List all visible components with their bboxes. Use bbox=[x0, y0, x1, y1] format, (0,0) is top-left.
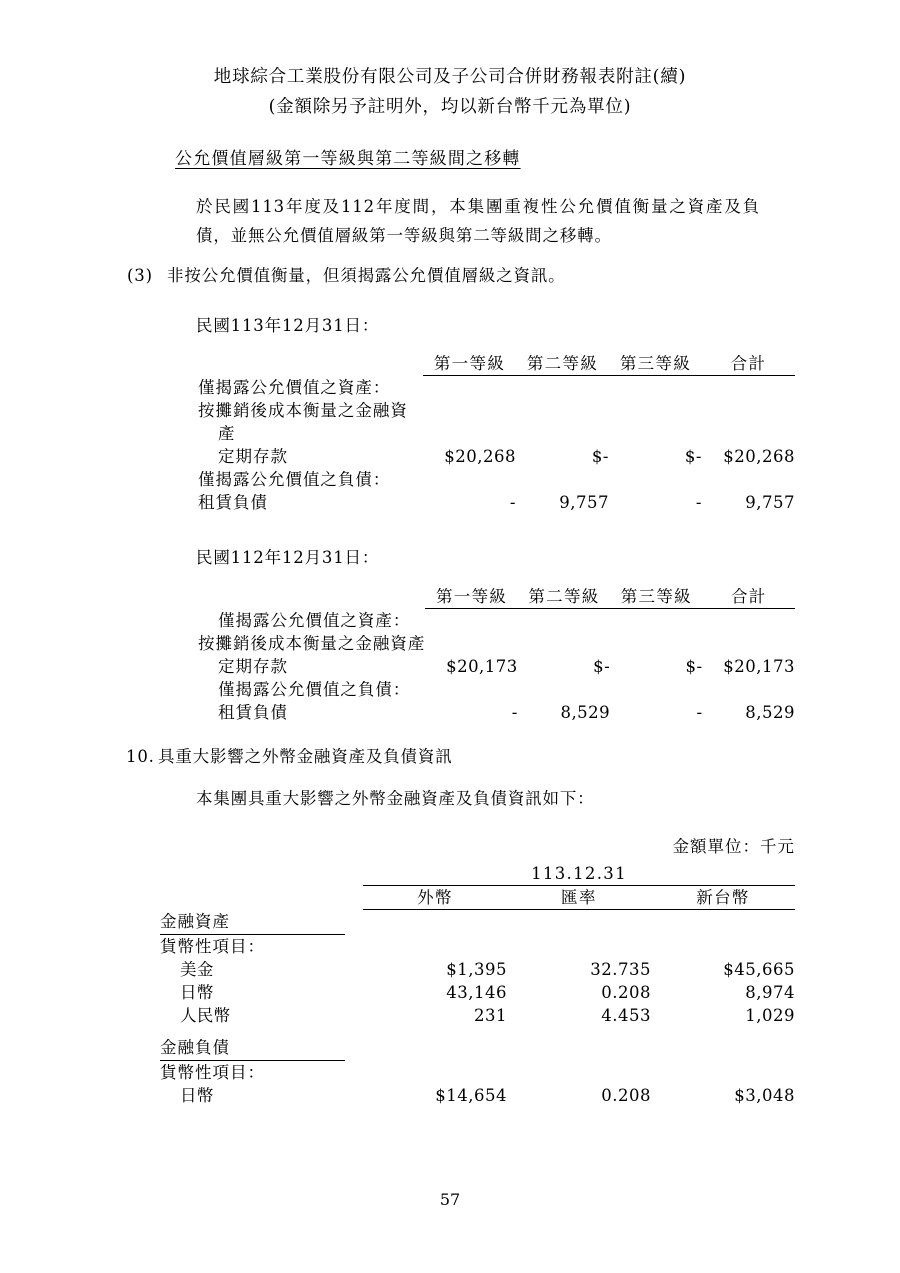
table3-group0-subheading: 貨幣性項目： bbox=[160, 937, 265, 956]
table1-row0-v3 bbox=[702, 376, 795, 399]
table-row bbox=[198, 609, 795, 632]
table3-g0-row0-v1: 32.735 bbox=[590, 960, 651, 979]
table2-row1-v1 bbox=[518, 632, 610, 655]
table3-header-row bbox=[160, 886, 795, 909]
table1-row2-v2 bbox=[609, 422, 702, 445]
table1-col-level3: 第三等級 bbox=[619, 354, 692, 373]
page-number: 57 bbox=[439, 1190, 461, 1209]
table1-corner bbox=[198, 352, 423, 375]
table1-col-total: 合計 bbox=[730, 354, 767, 373]
table2-row4-v2: - bbox=[696, 703, 703, 722]
table2-corner bbox=[198, 585, 425, 608]
table-row bbox=[198, 376, 795, 399]
table3-group0-heading-v2 bbox=[651, 910, 795, 935]
table1-date-label: 民國113年12月31日： bbox=[196, 316, 380, 335]
table3-g0-row0-label: 美金 bbox=[180, 960, 214, 979]
table2-row2-v2: $- bbox=[685, 657, 703, 676]
list-item-3-number: (3) bbox=[127, 266, 153, 285]
paragraph-no-transfer: 於民國113年度及112年度間，本集團重複性公允價值衡量之資產及負債，並無公允價值層級第一等級與第二等級間之移轉。 bbox=[196, 197, 760, 245]
table1-header-row bbox=[198, 352, 795, 375]
section-10-title: 具重大影響之外幣金融資產及負債資訊 bbox=[158, 747, 453, 766]
table1-row5-v2: - bbox=[695, 493, 702, 512]
table3-group0-heading-v1 bbox=[507, 910, 651, 935]
table-row bbox=[160, 981, 795, 1004]
table1-row5-v3: 9,757 bbox=[745, 493, 795, 512]
table3-g0-row1-label-cell bbox=[160, 981, 363, 1004]
table3-group0-heading-v0 bbox=[363, 910, 507, 935]
table1-row1-v0 bbox=[423, 399, 516, 422]
table3-g0-row2-label: 人民幣 bbox=[180, 1006, 231, 1025]
table3-spacer-c1 bbox=[363, 1027, 507, 1036]
table2-col-level3: 第三等級 bbox=[620, 587, 692, 606]
table3-group-spacer bbox=[160, 1027, 795, 1036]
table3-group1-subheading: 貨幣性項目： bbox=[160, 1063, 265, 1082]
table1-row2-v0 bbox=[423, 422, 516, 445]
table-row bbox=[198, 632, 795, 655]
table3-corner bbox=[160, 862, 363, 885]
section-10-number: 10. bbox=[126, 747, 155, 766]
list-item-3 bbox=[127, 261, 807, 290]
table-row bbox=[160, 935, 795, 958]
table3-col-foreign: 外幣 bbox=[417, 888, 453, 907]
section-10-heading bbox=[126, 743, 453, 770]
table2-row3-v0 bbox=[425, 678, 517, 701]
report-title-line1: 地球綜合工業股份有限公司及子公司合併財務報表附註(續) bbox=[213, 67, 687, 87]
table3-spacer-c2 bbox=[507, 1027, 651, 1036]
table1-col-level1: 第一等級 bbox=[433, 354, 506, 373]
table1-row5-v0: - bbox=[509, 493, 516, 512]
table1-row3-v3: $20,268 bbox=[723, 447, 795, 466]
table2-row1-v0 bbox=[425, 632, 517, 655]
table2-row1-label: 按攤銷後成本衡量之金融資產 bbox=[198, 634, 426, 653]
table-row bbox=[160, 1084, 795, 1107]
table1-row4-v3 bbox=[702, 468, 795, 491]
table3-group1-sub-v0 bbox=[363, 1061, 507, 1084]
table2-row3-v1 bbox=[518, 678, 610, 701]
table2-row4-v0: - bbox=[511, 703, 518, 722]
table1-row2-v3 bbox=[702, 422, 795, 445]
table1-row1-v3 bbox=[702, 399, 795, 422]
table2-row1-v2 bbox=[610, 632, 702, 655]
table2-row2-v0: $20,173 bbox=[446, 657, 518, 676]
table1-row0-v0 bbox=[423, 376, 516, 399]
table2-header-row bbox=[198, 585, 795, 608]
table3-group0-heading-cell bbox=[160, 910, 363, 935]
table1-row0-v2 bbox=[609, 376, 702, 399]
table3-g0-row2-v1: 4.453 bbox=[601, 1006, 651, 1025]
table3-g1-row0-label: 日幣 bbox=[180, 1086, 214, 1105]
table2-col-level2: 第二等級 bbox=[528, 587, 600, 606]
table2-row0-v2 bbox=[610, 609, 702, 632]
fair-value-hierarchy-table-2023 bbox=[198, 585, 795, 724]
table3-group0-heading: 金融資產 bbox=[160, 910, 345, 935]
table3-group1-heading-v1 bbox=[507, 1036, 651, 1061]
table-row bbox=[160, 1036, 795, 1061]
table2-row2-v3: $20,173 bbox=[723, 657, 795, 676]
table1-row4-label: 僅揭露公允價值之負債： bbox=[198, 470, 391, 489]
table2-col-total: 合計 bbox=[730, 587, 767, 606]
table2-col-level1: 第一等級 bbox=[435, 587, 508, 606]
table1-row5-v1: 9,757 bbox=[559, 493, 609, 512]
table-row bbox=[198, 491, 795, 514]
table1-row3-v0: $20,268 bbox=[444, 447, 516, 466]
table2-row0-v1 bbox=[518, 609, 610, 632]
table-row bbox=[160, 1061, 795, 1084]
table1-row2-v1 bbox=[516, 422, 609, 445]
table1-row4-v1 bbox=[516, 468, 609, 491]
report-title-line2: (金額除另予註明外，均以新台幣千元為單位) bbox=[268, 97, 632, 117]
table2-row4-label: 租賃負債 bbox=[218, 703, 288, 722]
table2-row4-v3: 8,529 bbox=[745, 703, 795, 722]
table-row bbox=[198, 468, 795, 491]
table3-group0-sub-v1 bbox=[507, 935, 651, 958]
table1-row4-v2 bbox=[609, 468, 702, 491]
table3-g0-row0-v0: $1,395 bbox=[446, 960, 507, 979]
table3-corner2 bbox=[160, 886, 363, 909]
table-row bbox=[198, 655, 795, 678]
table2-date-label: 民國112年12月31日： bbox=[196, 548, 380, 567]
table3-period-row bbox=[160, 862, 795, 885]
section-heading-transfer: 公允價值層級第一等級與第二等級間之移轉 bbox=[175, 149, 521, 169]
table2-row3-label: 僅揭露公允價值之負債： bbox=[218, 680, 411, 699]
table3-g0-row2-v0: 231 bbox=[474, 1006, 507, 1025]
table3-group1-sub-v1 bbox=[507, 1061, 651, 1084]
table3-group1-heading: 金融負債 bbox=[160, 1036, 345, 1061]
table3-col-rate: 匯率 bbox=[561, 888, 597, 907]
page-header bbox=[0, 62, 900, 122]
fair-value-hierarchy-table-2024 bbox=[198, 352, 795, 514]
table-row bbox=[160, 958, 795, 981]
table1-row4-v0 bbox=[423, 468, 516, 491]
table2-row0-v3 bbox=[703, 609, 795, 632]
table2-row4-v1: 8,529 bbox=[560, 703, 611, 722]
table-row bbox=[198, 701, 795, 724]
table3-g0-row2-label-cell bbox=[160, 1004, 363, 1027]
table3-spacer-c3 bbox=[651, 1027, 795, 1036]
table1-row0-v1 bbox=[516, 376, 609, 399]
table3-group1-heading-v0 bbox=[363, 1036, 507, 1061]
table3-group1-sub-v2 bbox=[651, 1061, 795, 1084]
table3-g0-row1-v0: 43,146 bbox=[446, 983, 507, 1002]
table1-row1-label: 按攤銷後成本衡量之金融資 bbox=[198, 401, 408, 420]
table3-group0-sub-v0 bbox=[363, 935, 507, 958]
table3-group0-sub-v2 bbox=[651, 935, 795, 958]
table3-group1-heading-v2 bbox=[651, 1036, 795, 1061]
table2-row0-label: 僅揭露公允價值之資產： bbox=[218, 611, 411, 630]
table1-row5-label: 租賃負債 bbox=[198, 493, 268, 512]
table2-row2-label: 定期存款 bbox=[218, 657, 288, 676]
table3-g0-row2-v2: 1,029 bbox=[745, 1006, 795, 1025]
amount-unit-label: 金額單位：千元 bbox=[672, 837, 795, 856]
foreign-currency-table bbox=[160, 862, 795, 1107]
table1-row1-v2 bbox=[609, 399, 702, 422]
table2-row1-v3 bbox=[703, 632, 795, 655]
table-row bbox=[198, 678, 795, 701]
table3-g1-row0-v0: $14,654 bbox=[435, 1086, 507, 1105]
table3-col-ntd: 新台幣 bbox=[696, 888, 750, 907]
table1-row0-label: 僅揭露公允價值之資產： bbox=[198, 378, 391, 397]
table-row bbox=[160, 1004, 795, 1027]
table1-row3-v2: $- bbox=[684, 447, 702, 466]
table3-g1-row0-label-cell bbox=[160, 1084, 363, 1107]
table3-g0-row1-label: 日幣 bbox=[180, 983, 214, 1002]
table-row bbox=[198, 445, 795, 468]
table-row bbox=[198, 399, 795, 422]
table3-g0-row1-v1: 0.208 bbox=[601, 983, 651, 1002]
table3-g0-row0-v2: $45,665 bbox=[723, 960, 795, 979]
table1-col-level2: 第二等級 bbox=[526, 354, 599, 373]
table1-row3-v1: $- bbox=[591, 447, 609, 466]
table-row bbox=[198, 422, 795, 445]
table2-row3-v3 bbox=[703, 678, 795, 701]
table3-g0-row0-label-cell bbox=[160, 958, 363, 981]
section-10-intro: 本集團具重大影響之外幣金融資產及負債資訊如下： bbox=[196, 789, 595, 808]
table1-row3-label: 定期存款 bbox=[218, 447, 288, 466]
table3-group1-heading-cell bbox=[160, 1036, 363, 1061]
table3-spacer-c0 bbox=[160, 1027, 363, 1036]
table2-row3-v2 bbox=[610, 678, 702, 701]
table-row bbox=[160, 910, 795, 935]
list-item-3-text: 非按公允價值衡量，但須揭露公允價值層級之資訊。 bbox=[167, 266, 566, 285]
table3-g1-row0-v2: $3,048 bbox=[734, 1086, 795, 1105]
table3-g1-row0-v1: 0.208 bbox=[601, 1086, 651, 1105]
table3-g0-row1-v2: 8,974 bbox=[745, 983, 795, 1002]
table1-row2-label: 產 bbox=[218, 424, 236, 443]
table2-row2-v1: $- bbox=[593, 657, 611, 676]
table3-period-header: 113.12.31 bbox=[531, 864, 627, 883]
table2-row0-v0 bbox=[425, 609, 517, 632]
table1-row1-v1 bbox=[516, 399, 609, 422]
